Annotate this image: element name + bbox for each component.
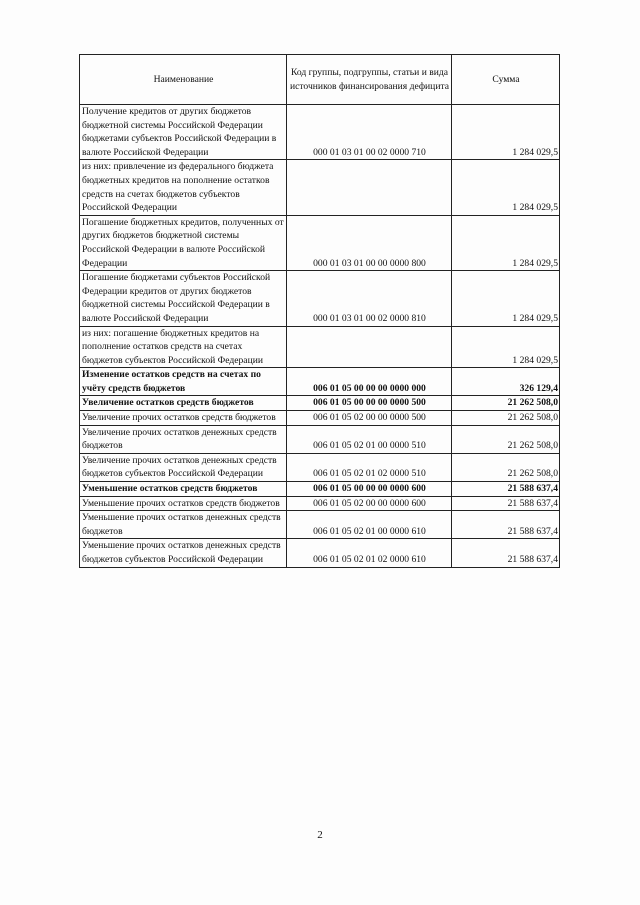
table-row (80, 511, 560, 539)
row-name-cell: Увеличение прочих остатков средств бюджетов (80, 411, 287, 426)
header-code: Код группы, подгруппы, статьи и вида источников финансирования дефицита (287, 55, 452, 105)
table-header-row (80, 55, 560, 105)
row-name-cell: Уменьшение остатков средств бюджетов (80, 482, 287, 497)
row-code-cell: 006 01 05 02 01 00 0000 510 (287, 425, 452, 453)
row-name-cell: Изменение остатков средств на счетах по учёту средств бюджетов (80, 368, 287, 396)
table-row (80, 453, 560, 481)
row-name-cell: Погашение бюджетных кредитов, полученных от других бюджетов бюджетной системы Российской Федерации в валюте Российской Федерации (80, 215, 287, 270)
row-sum-cell: 21 588 637,4 (452, 539, 560, 567)
row-name-cell: Уменьшение прочих остатков денежных средств бюджетов (80, 511, 287, 539)
row-name-cell: Получение кредитов от других бюджетов бюджетной системы Российской Федерации бюджетами субъектов Российской Федерации в валюте Российской Федерации (80, 105, 287, 160)
row-name-cell: Уменьшение прочих остатков денежных средств бюджетов субъектов Российской Федерации (80, 539, 287, 567)
row-code-cell: 006 01 05 02 00 00 0000 500 (287, 411, 452, 426)
budget-sources-table (79, 54, 560, 568)
row-code-cell: 000 01 03 01 00 00 0000 800 (287, 215, 452, 270)
row-code-cell: 006 01 05 02 01 02 0000 510 (287, 453, 452, 481)
row-sum-cell: 1 284 029,5 (452, 271, 560, 326)
row-sum-cell: 1 284 029,5 (452, 326, 560, 368)
row-code-cell: 006 01 05 00 00 00 0000 000 (287, 368, 452, 396)
header-sum: Сумма (452, 55, 560, 105)
header-name: Наименование (80, 55, 287, 105)
row-sum-cell: 326 129,4 (452, 368, 560, 396)
row-name-cell: Увеличение остатков средств бюджетов (80, 396, 287, 411)
table-body (80, 105, 560, 568)
row-name-cell: из них: привлечение из федерального бюджета бюджетных кредитов на пополнение остатков средств на счетах бюджетов субъектов Российской Федерации (80, 160, 287, 215)
row-sum-cell: 21 262 508,0 (452, 453, 560, 481)
row-sum-cell: 21 588 637,4 (452, 511, 560, 539)
row-sum-cell: 1 284 029,5 (452, 160, 560, 215)
row-code-cell: 006 01 05 02 00 00 0000 600 (287, 496, 452, 511)
row-sum-cell: 21 262 508,0 (452, 425, 560, 453)
row-sum-cell: 1 284 029,5 (452, 105, 560, 160)
table-row (80, 368, 560, 396)
row-name-cell: Увеличение прочих остатков денежных средств бюджетов субъектов Российской Федерации (80, 453, 287, 481)
table-row (80, 496, 560, 511)
row-sum-cell: 1 284 029,5 (452, 215, 560, 270)
table-row (80, 326, 560, 368)
row-code-cell: 000 01 03 01 00 02 0000 810 (287, 271, 452, 326)
table-row (80, 539, 560, 567)
row-code-cell (287, 326, 452, 368)
row-code-cell: 006 01 05 02 01 02 0000 610 (287, 539, 452, 567)
table-row (80, 105, 560, 160)
table-row (80, 482, 560, 497)
row-code-cell: 006 01 05 00 00 00 0000 600 (287, 482, 452, 497)
row-name-cell: Уменьшение прочих остатков средств бюджетов (80, 496, 287, 511)
row-code-cell: 006 01 05 00 00 00 0000 500 (287, 396, 452, 411)
row-sum-cell: 21 262 508,0 (452, 411, 560, 426)
row-code-cell: 000 01 03 01 00 02 0000 710 (287, 105, 452, 160)
page-number: 2 (317, 829, 323, 841)
row-name-cell: Погашение бюджетами субъектов Российской Федерации кредитов от других бюджетов бюджетной системы Российской Федерации в валюте Российской Федерации (80, 271, 287, 326)
table-row (80, 425, 560, 453)
row-code-cell (287, 160, 452, 215)
table-row (80, 271, 560, 326)
table-row (80, 215, 560, 270)
row-sum-cell: 21 588 637,4 (452, 482, 560, 497)
table-row (80, 396, 560, 411)
row-sum-cell: 21 588 637,4 (452, 496, 560, 511)
row-sum-cell: 21 262 508,0 (452, 396, 560, 411)
table-row (80, 411, 560, 426)
row-name-cell: Увеличение прочих остатков денежных средств бюджетов (80, 425, 287, 453)
row-name-cell: из них: погашение бюджетных кредитов на пополнение остатков средств на счетах бюджетов субъектов Российской Федерации (80, 326, 287, 368)
table-row (80, 160, 560, 215)
row-code-cell: 006 01 05 02 01 00 0000 610 (287, 511, 452, 539)
